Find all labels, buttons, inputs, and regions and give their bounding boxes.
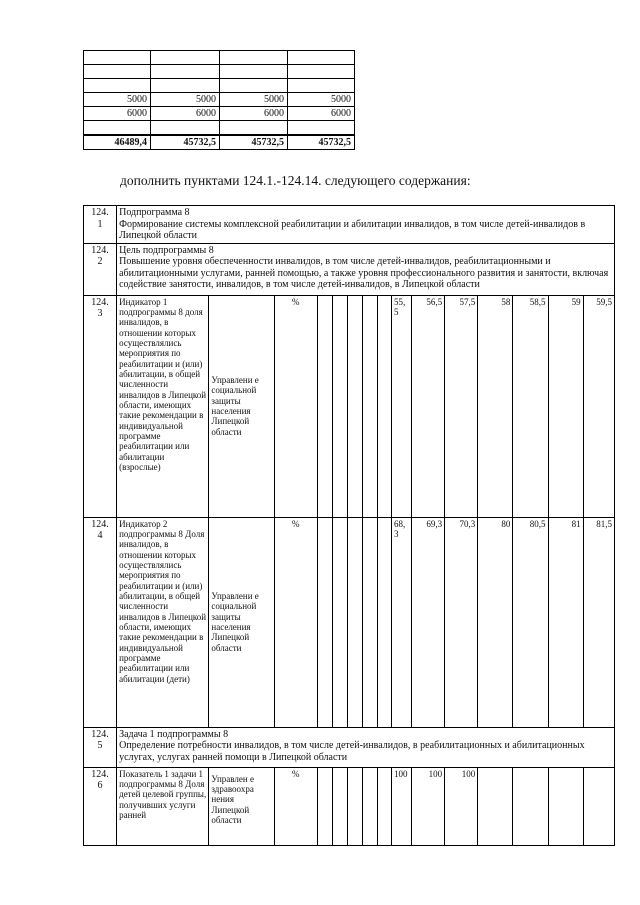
- total-cell: 45732,5: [151, 135, 220, 150]
- row-number: 124. 1: [84, 206, 117, 244]
- table-row: [84, 727, 615, 767]
- value-cell: 57,5: [445, 295, 478, 517]
- value-cell: 80,5: [513, 517, 548, 727]
- table-row: [84, 79, 355, 93]
- responsible-org: Управлени е социальной защиты населения Липецкой области: [209, 295, 274, 517]
- cell: 6000: [151, 107, 220, 121]
- empty-cell: [347, 295, 362, 517]
- empty-cell: [513, 767, 548, 845]
- value-cell: 59: [548, 295, 583, 517]
- table-row: [84, 295, 615, 517]
- empty-cell: [332, 517, 347, 727]
- table-row: [84, 107, 355, 121]
- total-row: [84, 135, 355, 150]
- table-row: [84, 121, 355, 136]
- subprogram-title: Подпрограмма 8 Формирование системы комплексной реабилитации и абилитации инвалидов, в том числе детей-инвалидов в Липецкой области: [117, 206, 615, 244]
- empty-cell: [362, 295, 377, 517]
- previous-table-fragment: [83, 50, 355, 150]
- empty-cell: [377, 767, 391, 845]
- cell: 5000: [220, 93, 288, 107]
- cell: [151, 65, 220, 79]
- table-row: [84, 93, 355, 107]
- cell: [220, 51, 288, 65]
- cell: [288, 51, 355, 65]
- value-cell: 100: [392, 767, 412, 845]
- row-number: 124. 2: [84, 243, 117, 295]
- total-cell: 45732,5: [288, 135, 355, 150]
- cell: [220, 65, 288, 79]
- cell: 6000: [288, 107, 355, 121]
- cell: [288, 65, 355, 79]
- value-cell: 100: [412, 767, 445, 845]
- unit: %: [274, 767, 317, 845]
- value-cell: 58,5: [513, 295, 548, 517]
- cell: [151, 79, 220, 93]
- indicator-name: Показатель 1 задачи 1 подпрограммы 8 Доля детей целевой группы, получивших услуги ранней: [117, 767, 209, 845]
- row-number: 124. 5: [84, 727, 117, 767]
- unit: %: [274, 517, 317, 727]
- empty-cell: [317, 517, 332, 727]
- value-cell: 81,5: [583, 517, 614, 727]
- amendment-instruction: дополнить пунктами 124.1.-124.14. следующего содержания:: [120, 173, 471, 188]
- cell: [288, 79, 355, 93]
- value-cell: 59,5: [583, 295, 614, 517]
- table-row: [84, 206, 615, 244]
- cell: [151, 51, 220, 65]
- empty-cell: [362, 517, 377, 727]
- value-cell: 80: [478, 517, 513, 727]
- cell: [288, 121, 355, 136]
- cell: [84, 121, 151, 136]
- value-cell: 55, 5: [392, 295, 412, 517]
- value-cell: 69,3: [412, 517, 445, 727]
- cell: [151, 121, 220, 136]
- cell: [84, 65, 151, 79]
- indicator-name: Индикатор 2 подпрограммы 8 Доля инвалидов, в отношении которых осуществлялись мероприятия по реабилитации и (или) абилитации, в общей численности инвалидов в Липецкой области, имеющих такие рекомендации в индивидуальной программе реабилитации или абилитации (дети): [117, 517, 209, 727]
- empty-cell: [347, 767, 362, 845]
- empty-cell: [317, 767, 332, 845]
- program-indicators-table: [83, 205, 615, 846]
- empty-cell: [362, 767, 377, 845]
- value-cell: 70,3: [445, 517, 478, 727]
- empty-cell: [332, 767, 347, 845]
- row-number: 124. 3: [84, 295, 117, 517]
- value-cell: 56,5: [412, 295, 445, 517]
- responsible-org: Управлени е социальной защиты населения Липецкой области: [209, 517, 274, 727]
- indicator-name: Индикатор 1 подпрограммы 8 доля инвалидов, в отношении которых осуществлялись мероприятия по реабилитации и (или) абилитации, в общей численности инвалидов в Липецкой области, имеющих такие рекомендации в индивидуальной программе реабилитации или абилитации (взрослые): [117, 295, 209, 517]
- empty-cell: [347, 517, 362, 727]
- total-cell: 45732,5: [220, 135, 288, 150]
- empty-cell: [377, 517, 391, 727]
- empty-cell: [548, 767, 583, 845]
- row-number: 124. 4: [84, 517, 117, 727]
- cell: 6000: [220, 107, 288, 121]
- total-cell: 46489,4: [84, 135, 151, 150]
- empty-cell: [332, 295, 347, 517]
- responsible-org: Управлен е здравоохра нения Липецкой области: [209, 767, 274, 845]
- cell: [220, 79, 288, 93]
- table-row: [84, 243, 615, 295]
- empty-cell: [583, 767, 614, 845]
- table-row: [84, 517, 615, 727]
- empty-cell: [317, 295, 332, 517]
- value-cell: 81: [548, 517, 583, 727]
- cell: [84, 51, 151, 65]
- row-number: 124. 6: [84, 767, 117, 845]
- table-row: [84, 51, 355, 65]
- cell: 5000: [288, 93, 355, 107]
- cell: 6000: [84, 107, 151, 121]
- table-row: [84, 767, 615, 845]
- value-cell: 100: [445, 767, 478, 845]
- value-cell: 68, 3: [392, 517, 412, 727]
- task-title: Задача 1 подпрограммы 8 Определение потребности инвалидов, в том числе детей-инвалидов, в реабилитационных и абилитационных услугах, услугах ранней помощи в Липецкой области: [117, 727, 615, 767]
- subprogram-goal: Цель подпрограммы 8 Повышение уровня обеспеченности инвалидов, в том числе детей-инвалидов, реабилитационными и абилитационными услугами, ранней помощью, а также уровня профессионального развития и занятости, включая содействие занятости, инвалидов, в том числе детей-инвалидов, в Липецкой области: [117, 243, 615, 295]
- empty-cell: [478, 767, 513, 845]
- cell: [84, 79, 151, 93]
- unit: %: [274, 295, 317, 517]
- cell: 5000: [151, 93, 220, 107]
- cell: 5000: [84, 93, 151, 107]
- value-cell: 58: [478, 295, 513, 517]
- table-row: [84, 65, 355, 79]
- cell: [220, 121, 288, 136]
- empty-cell: [377, 295, 391, 517]
